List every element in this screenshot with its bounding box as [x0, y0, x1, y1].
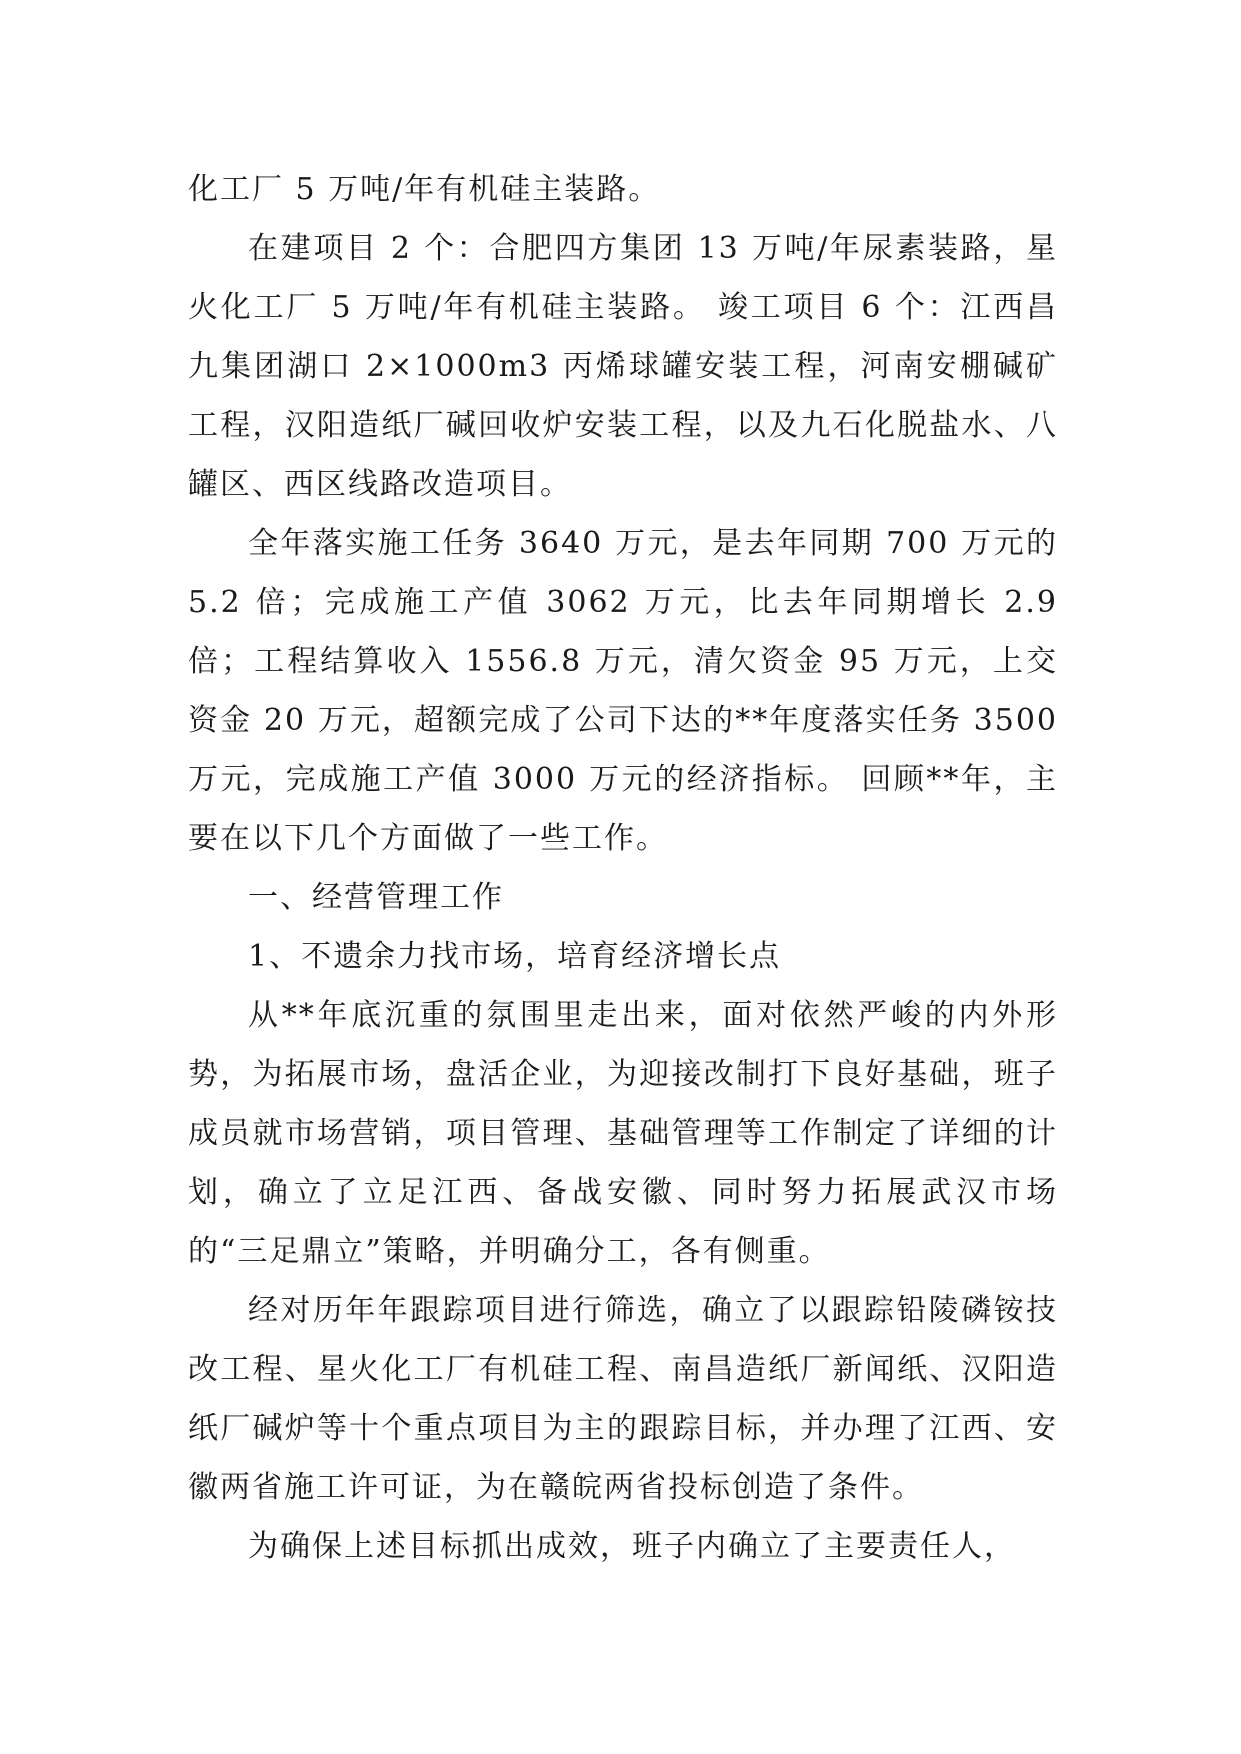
paragraph-3: 全年落实施工任务 3640 万元，是去年同期 700 万元的 5.2 倍；完成施工产值 3062 万元，比去年同期增长 2.9 倍；工程结算收入 1556.8 万元，清欠资金 95 万元，上交资金 20 万元，超额完成了公司下达的**年度落实任务 3500 万元，完成施工产值 3000 万元的经济指标。 回顾**年，主要在以下几个方面做了一些工作。: [188, 526, 1058, 856]
paragraph-1: 化工厂 5 万吨/年有机硅主装路。: [188, 172, 661, 207]
paragraph-2: 在建项目 2 个：合肥四方集团 13 万吨/年尿素装路，星火化工厂 5 万吨/年有机硅主装路。 竣工项目 6 个：江西昌九集团湖口 2×1000m3 丙烯球罐安装工程，河南安棚碱矿工程，汉阳造纸厂碱回收炉安装工程，以及九石化脱盐水、八罐区、西区线路改造项目。: [188, 231, 1058, 502]
paragraph-5: 经对历年年跟踪项目进行筛选，确立了以跟踪铅陵磷铵技改工程、星火化工厂有机硅工程、南昌造纸厂新闻纸、汉阳造纸厂碱炉等十个重点项目为主的跟踪目标，并办理了江西、安徽两省施工许可证，为在赣皖两省投标创造了条件。: [188, 1293, 1058, 1505]
section-heading: 一、经营管理工作: [248, 880, 504, 915]
paragraph-6: 为确保上述目标抓出成效，班子内确立了主要责任人，: [248, 1529, 1016, 1564]
subsection-heading: 1、不遗余力找市场，培育经济增长点: [248, 939, 782, 974]
paragraph-4: 从**年底沉重的氛围里走出来，面对依然严峻的内外形势，为拓展市场，盘活企业，为迎接改制打下良好基础，班子成员就市场营销，项目管理、基础管理等工作制定了详细的计划，确立了立足江西、备战安徽、同时努力拓展武汉市场的“三足鼎立”策略，并明确分工，各有侧重。: [188, 998, 1058, 1269]
document-body: [188, 160, 1058, 1576]
